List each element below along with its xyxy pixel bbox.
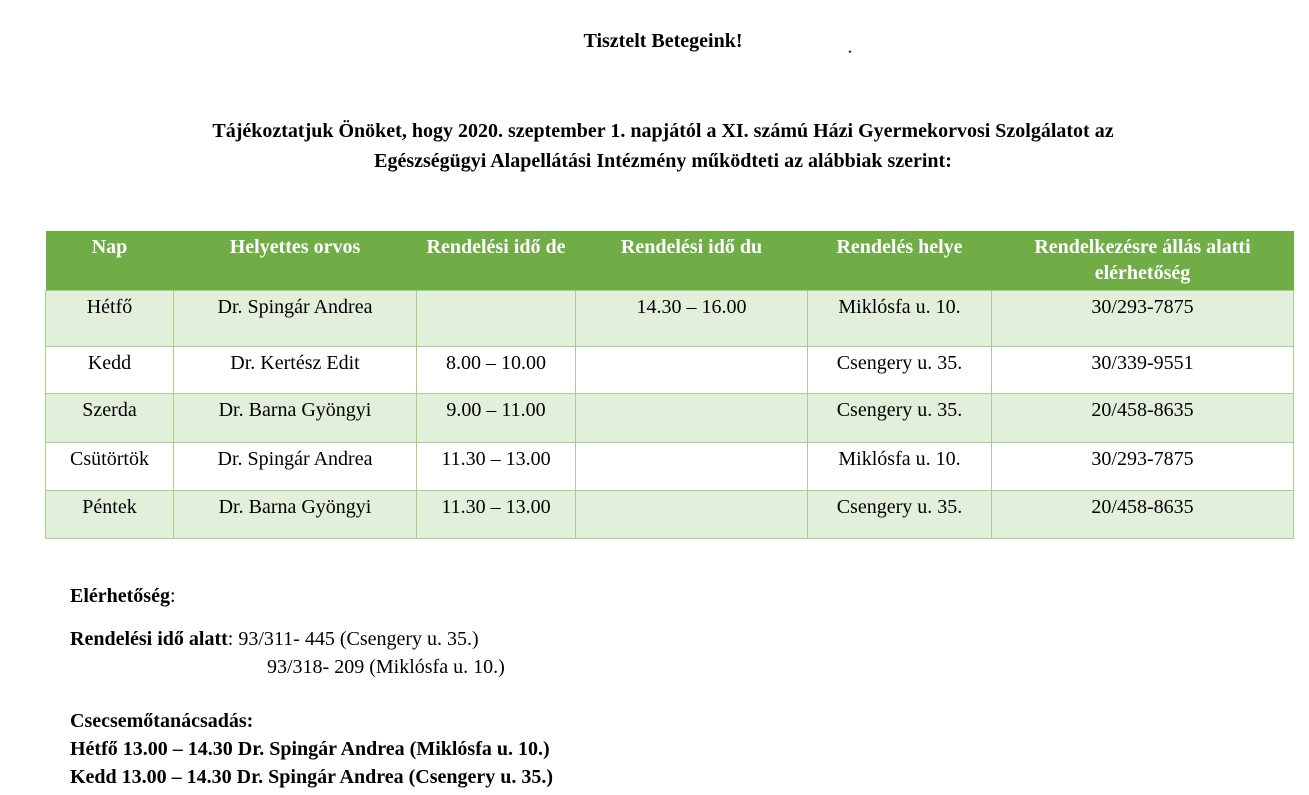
decorative-dot: . xyxy=(848,40,852,57)
cell-location: Csengery u. 35. xyxy=(808,394,992,443)
column-header-doctor: Helyettes orvos xyxy=(174,231,417,291)
cell-day: Kedd xyxy=(46,347,174,394)
table-row xyxy=(46,443,1294,491)
cell-morning-hours: 8.00 – 10.00 xyxy=(417,347,576,394)
cell-day: Csütörtök xyxy=(46,443,174,491)
cell-doctor: Dr. Spingár Andrea xyxy=(174,443,417,491)
infant-counseling xyxy=(70,707,553,791)
table-row xyxy=(46,394,1294,443)
contact-label: Elérhetőség xyxy=(70,585,170,607)
cell-location: Csengery u. 35. xyxy=(808,347,992,394)
cell-day: Szerda xyxy=(46,394,174,443)
infant-line-2: Kedd 13.00 – 14.30 Dr. Spingár Andrea (Csengery u. 35.) xyxy=(70,766,554,788)
phone-miklosfa: 93/318- 209 (Miklósfa u. 10.) xyxy=(267,656,505,678)
cell-morning-hours: 9.00 – 11.00 xyxy=(417,394,576,443)
column-header-afternoon-hours: Rendelési idő du xyxy=(576,231,808,291)
cell-afternoon-hours xyxy=(576,443,808,491)
cell-morning-hours: 11.30 – 13.00 xyxy=(417,491,576,539)
cell-afternoon-hours xyxy=(576,394,808,443)
table-header-row xyxy=(46,231,1294,291)
cell-afternoon-hours xyxy=(576,347,808,394)
table-row xyxy=(46,291,1294,347)
table-row xyxy=(46,491,1294,539)
phone-line-1: Rendelési idő alatt: 93/311- 445 (Csengery u. 35.) xyxy=(70,628,479,650)
table-row xyxy=(46,347,1294,394)
cell-doctor: Dr. Barna Gyöngyi xyxy=(174,491,417,539)
cell-phone: 30/293-7875 xyxy=(992,443,1294,491)
cell-location: Csengery u. 35. xyxy=(808,491,992,539)
cell-phone: 30/293-7875 xyxy=(992,291,1294,347)
cell-phone: 20/458-8635 xyxy=(992,491,1294,539)
intro-line-1: Tájékoztatjuk Önöket, hogy 2020. szeptember 1. napjától a XI. számú Házi Gyermekorvosi Szolgálatot az xyxy=(212,120,1114,142)
cell-day: Hétfő xyxy=(46,291,174,347)
page-title: Tisztelt Betegeink! xyxy=(583,30,743,52)
during-hours-label: Rendelési idő alatt xyxy=(70,628,228,650)
cell-morning-hours: 11.30 – 13.00 xyxy=(417,443,576,491)
column-header-location: Rendelés helye xyxy=(808,231,992,291)
cell-morning-hours xyxy=(417,291,576,347)
column-header-day: Nap xyxy=(46,231,174,291)
schedule-table xyxy=(45,231,1294,539)
cell-doctor: Dr. Spingár Andrea xyxy=(174,291,417,347)
cell-phone: 30/339-9551 xyxy=(992,347,1294,394)
intro-text xyxy=(0,116,1309,176)
cell-doctor: Dr. Kertész Edit xyxy=(174,347,417,394)
phone-csengery: 93/311- 445 (Csengery u. 35.) xyxy=(238,628,479,650)
cell-location: Miklósfa u. 10. xyxy=(808,291,992,347)
infant-title: Csecsemőtanácsadás: xyxy=(70,710,254,732)
cell-location: Miklósfa u. 10. xyxy=(808,443,992,491)
cell-day: Péntek xyxy=(46,491,174,539)
cell-phone: 20/458-8635 xyxy=(992,394,1294,443)
infant-line-1: Hétfő 13.00 – 14.30 Dr. Spingár Andrea (Miklósfa u. 10.) xyxy=(70,738,550,760)
cell-doctor: Dr. Barna Gyöngyi xyxy=(174,394,417,443)
column-header-availability: Rendelkezésre állás alatti elérhetőség xyxy=(992,231,1294,291)
intro-line-2: Egészségügyi Alapellátási Intézmény működteti az alábbiak szerint: xyxy=(374,150,952,172)
cell-afternoon-hours xyxy=(576,491,808,539)
contact-heading: Elérhetőség: xyxy=(70,585,176,607)
column-header-morning-hours: Rendelési idő de xyxy=(417,231,576,291)
cell-afternoon-hours: 14.30 – 16.00 xyxy=(576,291,808,347)
contact-phones xyxy=(70,625,505,681)
